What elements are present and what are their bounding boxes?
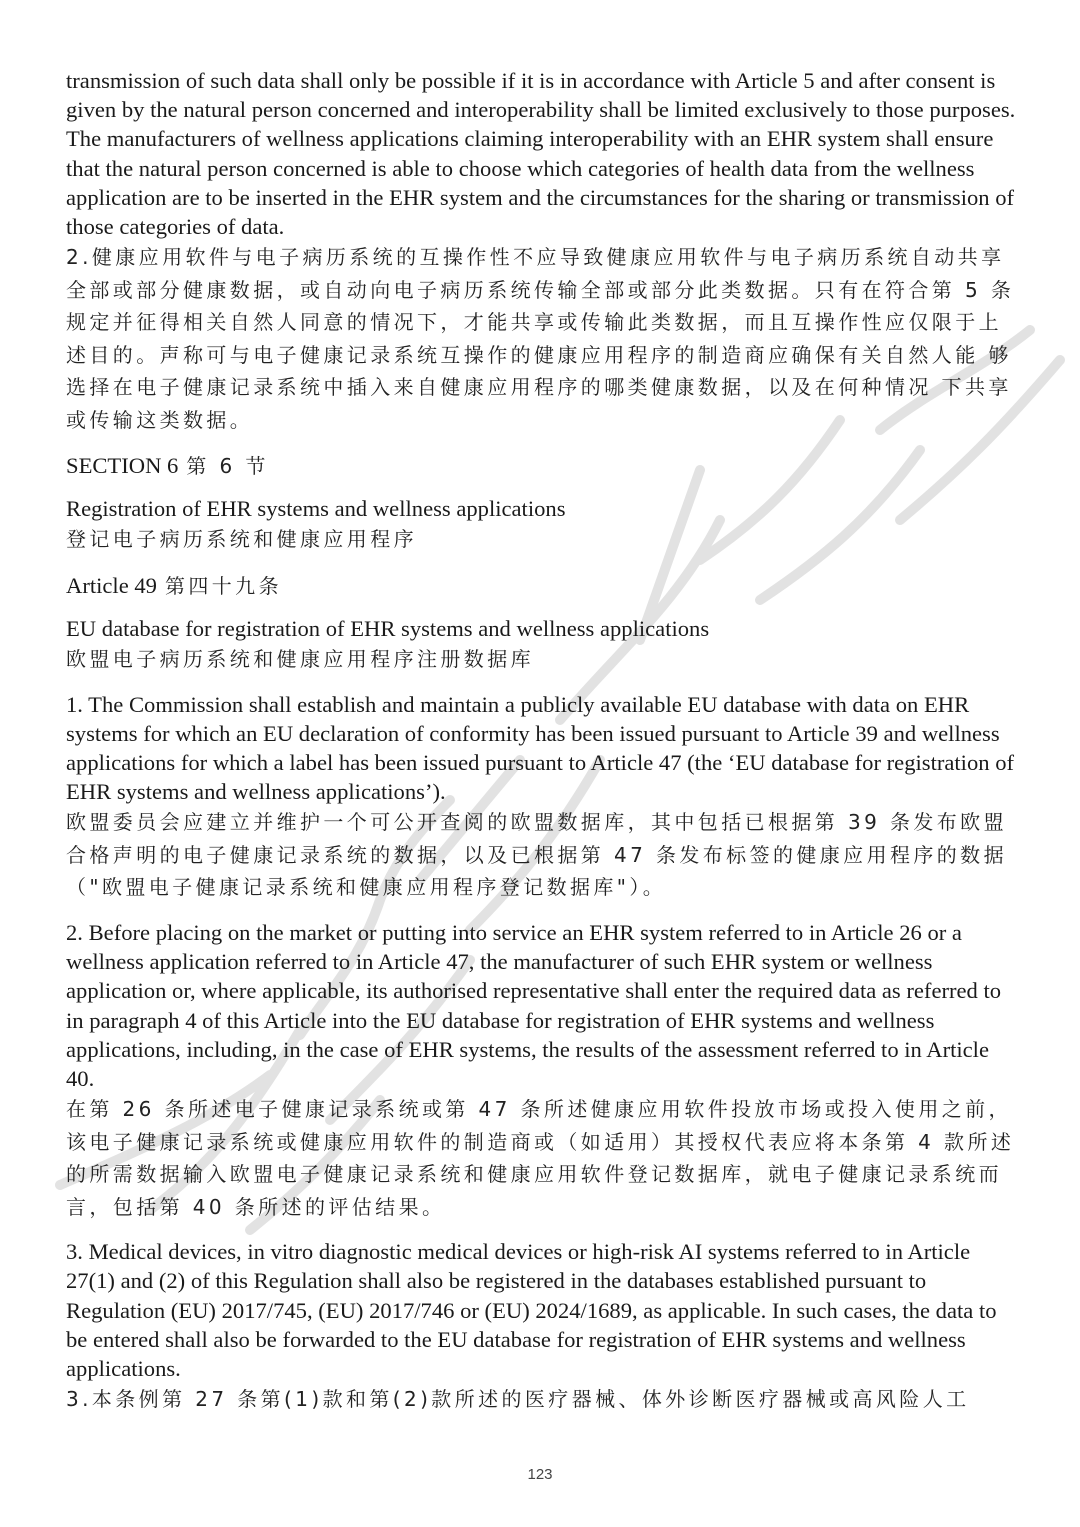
paragraph-3-en: 3. Medical devices, in vitro diagnostic medical devices or high-risk AI systems referred to in Article 27(1) and (2) of this Regulation shall also be registered in the databases established pursuant to Regulation (EU) 2017/745, (EU) 2017/746 or (EU) 2024/1689, as applicable. In such cases, the data to be entered shall also be forwarded to the EU database for registration of EHR systems and wellness applications. <box>66 1239 997 1381</box>
article-title-zh: 欧盟电子病历系统和健康应用程序注册数据库 <box>66 647 534 672</box>
article-heading <box>66 570 1016 600</box>
paragraph-1-zh: 欧盟委员会应建立并维护一个可公开查阅的欧盟数据库，其中包括已根据第 39 条发布欧盟合格声明的电子健康记录系统的数据，以及已根据第 47 条发布标签的健康应用程序的数据（"欧盟电子健康记录系统和健康应用程序登记数据库"）。 <box>66 810 1007 900</box>
section-title-en: Registration of EHR systems and wellness applications <box>66 496 566 522</box>
paragraph-1-en: 1. The Commission shall establish and maintain a publicly available EU database with data on EHR systems for which an EU declaration of conformity has been issued pursuant to Article 39 and wellness applications for which a label has been issued pursuant to Article 47 (the ‘EU database for registration of EHR systems and wellness applications’). <box>66 691 1015 805</box>
section-heading <box>66 450 1016 480</box>
paragraph-continued-en: transmission of such data shall only be possible if it is in accordance with Article 5 and after consent is given by the natural person concerned and interoperability shall be limited exclusively to those purposes. The manufacturers of wellness applications claiming interoperability with an EHR system shall ensure that the natural person concerned is able to choose which categories of health data from the wellness application are to be inserted in the EHR system and the circumstances for the sharing or transmission of those categories of data. <box>66 68 1016 240</box>
section-label-zh: 第 6 节 <box>186 454 269 479</box>
paragraph-2-en: 2. Before placing on the market or putting into service an EHR system referred to in Article 26 or a wellness application referred to in Article 47, the manufacturer of such EHR system or wellness application or, where applicable, its authorised representative shall enter the required data as referred to in paragraph 4 of this Article into the EU database for registration of EHR systems and wellness applications, including, in the case of EHR systems, the results of the assessment referred to in Article 40. <box>66 919 1002 1091</box>
article-title-en: EU database for registration of EHR systems and wellness applications <box>66 615 710 641</box>
article-label-en: Article 49 <box>66 572 157 598</box>
paragraph-3-zh: 3.本条例第 27 条第(1)款和第(2)款所述的医疗器械、体外诊断医疗器械或高风险人工 <box>66 1387 970 1412</box>
paragraph-2-zh: 2.健康应用软件与电子病历系统的互操作性不应导致健康应用软件与电子病历系统自动共享全部或部分健康数据，或自动向电子病历系统传输全部或部分此类数据。只有在符合第 5 条规定并征得相关自然人同意的情况下，才能共享或传输此类数据，而且互操作性应仅限于上述目的。声称可与电子健康记录系统互操作的健康应用程序的制造商应确保有关自然人能 够选择在电子健康记录系统中插入来自健康应用程序的哪类健康数据，以及在何种情况 下共享或传输这类数据。 <box>66 245 1015 432</box>
section-title-zh: 登记电子病历系统和健康应用程序 <box>66 527 417 552</box>
page-number: 123 <box>527 1466 553 1483</box>
document-body <box>66 66 1016 1416</box>
paragraph-2-zh-translation: 在第 26 条所述电子健康记录系统或第 47 条所述健康应用软件投放市场或投入使用之前，该电子健康记录系统或健康应用软件的制造商或（如适用）其授权代表应将本条第 4 款所述的所需数据输入欧盟电子健康记录系统和健康应用软件登记数据库，就电子健康记录系统而言，包括第 40 条所述的评估结果。 <box>66 1097 1015 1219</box>
article-label-zh: 第四十九条 <box>164 573 282 598</box>
section-label-en: SECTION 6 <box>66 453 179 479</box>
